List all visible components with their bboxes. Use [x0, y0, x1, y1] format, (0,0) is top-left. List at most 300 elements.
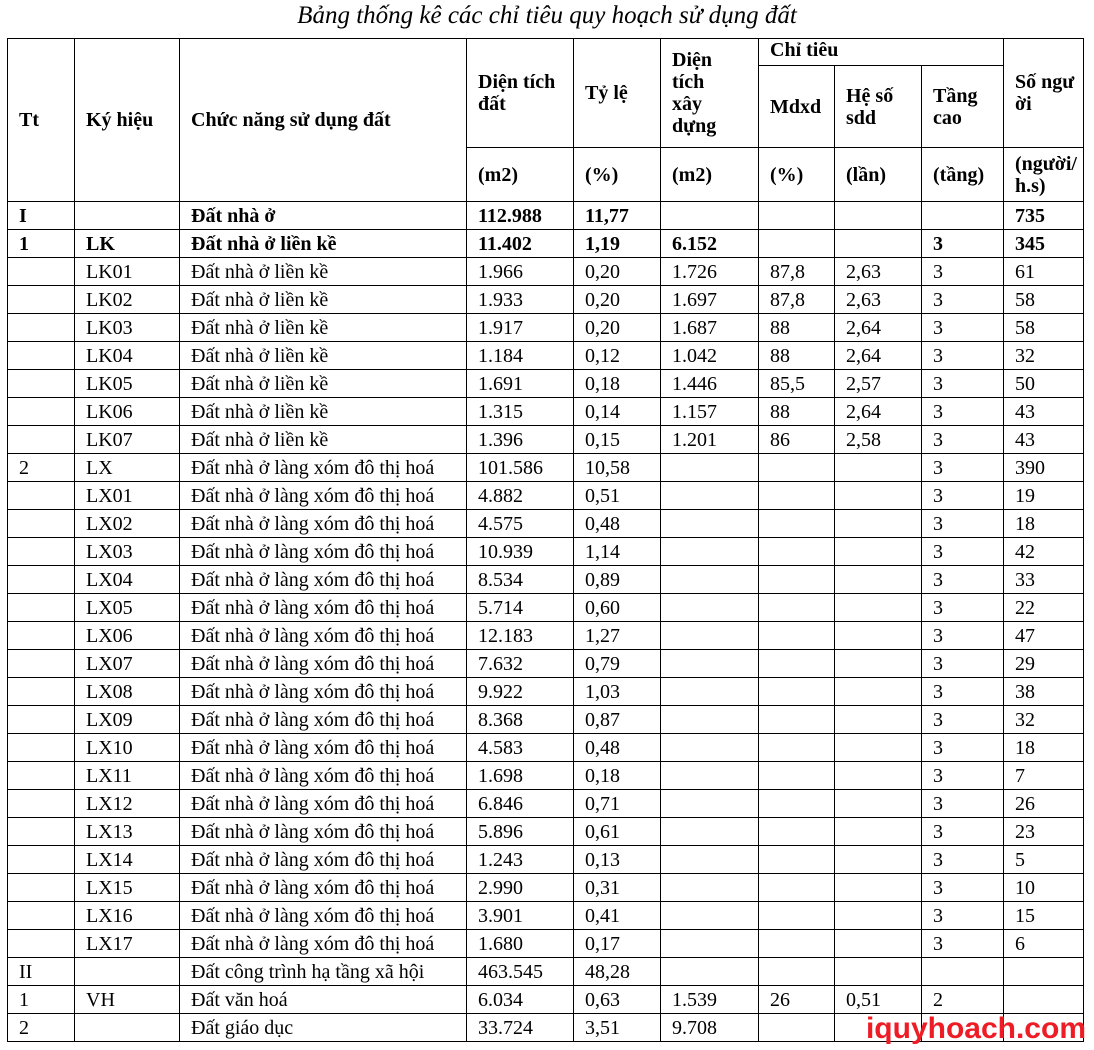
- cell-chuc-nang: Đất nhà ở làng xóm đô thị hoá: [180, 566, 467, 594]
- cell-dien-tich-dat: 8.368: [467, 706, 574, 734]
- cell-ty-le: 0,14: [574, 398, 661, 426]
- cell-dien-tich-xay-dung: [661, 678, 759, 706]
- cell-chuc-nang: Đất nhà ở làng xóm đô thị hoá: [180, 930, 467, 958]
- cell-tt: [8, 622, 75, 650]
- cell-dien-tich-dat: 33.724: [467, 1014, 574, 1042]
- cell-dien-tich-xay-dung: 1.687: [661, 314, 759, 342]
- cell-ty-le: 0,20: [574, 286, 661, 314]
- cell-dien-tich-dat: 1.243: [467, 846, 574, 874]
- cell-dien-tich-xay-dung: [661, 650, 759, 678]
- cell-tang-cao: 3: [922, 566, 1004, 594]
- table-row: [8, 342, 1084, 370]
- cell-tt: [8, 706, 75, 734]
- header-tt: Tt: [8, 39, 75, 202]
- cell-dien-tich-dat: 6.034: [467, 986, 574, 1014]
- cell-mdxd: [759, 846, 835, 874]
- cell-dien-tich-dat: 12.183: [467, 622, 574, 650]
- cell-ty-le: 1,19: [574, 230, 661, 258]
- table-row: [8, 538, 1084, 566]
- cell-dien-tich-dat: 1.691: [467, 370, 574, 398]
- cell-he-so-sdd: [835, 594, 922, 622]
- cell-tt: [8, 874, 75, 902]
- cell-dien-tich-xay-dung: [661, 930, 759, 958]
- cell-dien-tich-dat: 1.396: [467, 426, 574, 454]
- table-row: [8, 398, 1084, 426]
- cell-so-nguoi: 7: [1004, 762, 1084, 790]
- cell-tang-cao: 3: [922, 902, 1004, 930]
- cell-dien-tich-dat: 5.896: [467, 818, 574, 846]
- cell-he-so-sdd: [835, 230, 922, 258]
- cell-he-so-sdd: [835, 790, 922, 818]
- cell-dien-tich-dat: 5.714: [467, 594, 574, 622]
- cell-he-so-sdd: [835, 874, 922, 902]
- cell-dien-tich-xay-dung: [661, 566, 759, 594]
- cell-dien-tich-dat: 3.901: [467, 902, 574, 930]
- header-he-so-sdd: Hệ số sdd: [835, 66, 922, 148]
- cell-mdxd: [759, 678, 835, 706]
- cell-dien-tich-xay-dung: [661, 202, 759, 230]
- cell-ty-le: 0,15: [574, 426, 661, 454]
- cell-so-nguoi: 19: [1004, 482, 1084, 510]
- cell-tt: [8, 538, 75, 566]
- cell-he-so-sdd: [835, 846, 922, 874]
- header-ty-le: Tỷ lệ: [574, 39, 661, 148]
- cell-so-nguoi: 345: [1004, 230, 1084, 258]
- cell-ky-hieu: LK: [75, 230, 180, 258]
- cell-mdxd: 87,8: [759, 258, 835, 286]
- cell-dien-tich-dat: 1.698: [467, 762, 574, 790]
- cell-tang-cao: 3: [922, 314, 1004, 342]
- table-row: [8, 202, 1084, 230]
- cell-ty-le: 0,18: [574, 762, 661, 790]
- cell-ky-hieu: LX05: [75, 594, 180, 622]
- cell-ty-le: 0,79: [574, 650, 661, 678]
- cell-tt: II: [8, 958, 75, 986]
- cell-so-nguoi: 390: [1004, 454, 1084, 482]
- cell-mdxd: [759, 790, 835, 818]
- cell-so-nguoi: 58: [1004, 314, 1084, 342]
- cell-he-so-sdd: [835, 902, 922, 930]
- cell-so-nguoi: 32: [1004, 706, 1084, 734]
- cell-tt: [8, 930, 75, 958]
- cell-chuc-nang: Đất nhà ở liền kề: [180, 398, 467, 426]
- cell-mdxd: [759, 202, 835, 230]
- cell-tt: [8, 846, 75, 874]
- cell-dien-tich-xay-dung: [661, 818, 759, 846]
- cell-ky-hieu: LX09: [75, 706, 180, 734]
- cell-tang-cao: 3: [922, 706, 1004, 734]
- cell-so-nguoi: 43: [1004, 426, 1084, 454]
- cell-ky-hieu: LX15: [75, 874, 180, 902]
- cell-tang-cao: 3: [922, 398, 1004, 426]
- table-row: [8, 678, 1084, 706]
- cell-tt: [8, 566, 75, 594]
- cell-ty-le: 0,87: [574, 706, 661, 734]
- cell-dien-tich-xay-dung: 1.539: [661, 986, 759, 1014]
- cell-chuc-nang: Đất nhà ở làng xóm đô thị hoá: [180, 818, 467, 846]
- cell-tang-cao: 3: [922, 846, 1004, 874]
- cell-ky-hieu: LK06: [75, 398, 180, 426]
- cell-ky-hieu: LX13: [75, 818, 180, 846]
- cell-mdxd: [759, 594, 835, 622]
- table-title: Bảng thống kê các chỉ tiêu quy hoạch sử dụng đất: [297, 2, 797, 29]
- table-row: [8, 510, 1084, 538]
- cell-ty-le: 1,27: [574, 622, 661, 650]
- cell-ty-le: 10,58: [574, 454, 661, 482]
- cell-ky-hieu: LK03: [75, 314, 180, 342]
- cell-tt: [8, 650, 75, 678]
- cell-dien-tich-dat: 101.586: [467, 454, 574, 482]
- cell-tt: [8, 678, 75, 706]
- cell-ky-hieu: LX04: [75, 566, 180, 594]
- unit-dien-tich-xay-dung: (m2): [661, 148, 759, 202]
- cell-tang-cao: 3: [922, 874, 1004, 902]
- cell-chuc-nang: Đất nhà ở làng xóm đô thị hoá: [180, 510, 467, 538]
- cell-he-so-sdd: 2,58: [835, 426, 922, 454]
- cell-ty-le: 0,17: [574, 930, 661, 958]
- cell-so-nguoi: 58: [1004, 286, 1084, 314]
- table-row: [8, 594, 1084, 622]
- cell-chuc-nang: Đất nhà ở liền kề: [180, 230, 467, 258]
- cell-mdxd: [759, 650, 835, 678]
- cell-tang-cao: 3: [922, 622, 1004, 650]
- table-row: [8, 370, 1084, 398]
- cell-ky-hieu: LK01: [75, 258, 180, 286]
- cell-he-so-sdd: 0,51: [835, 986, 922, 1014]
- cell-ty-le: 0,48: [574, 510, 661, 538]
- cell-so-nguoi: 26: [1004, 790, 1084, 818]
- cell-he-so-sdd: [835, 678, 922, 706]
- cell-dien-tich-xay-dung: 1.201: [661, 426, 759, 454]
- cell-dien-tich-xay-dung: 1.446: [661, 370, 759, 398]
- cell-mdxd: [759, 762, 835, 790]
- cell-tang-cao: 3: [922, 258, 1004, 286]
- table-row: [8, 762, 1084, 790]
- unit-so-nguoi: (người/h.s): [1004, 148, 1084, 202]
- cell-ty-le: 48,28: [574, 958, 661, 986]
- cell-tt: 1: [8, 230, 75, 258]
- cell-dien-tich-xay-dung: 9.708: [661, 1014, 759, 1042]
- cell-he-so-sdd: [835, 538, 922, 566]
- cell-dien-tich-dat: 11.402: [467, 230, 574, 258]
- cell-he-so-sdd: [835, 734, 922, 762]
- cell-tt: [8, 370, 75, 398]
- cell-tt: 2: [8, 1014, 75, 1042]
- cell-dien-tich-xay-dung: [661, 958, 759, 986]
- cell-tang-cao: 3: [922, 930, 1004, 958]
- cell-dien-tich-xay-dung: [661, 790, 759, 818]
- cell-so-nguoi: 22: [1004, 594, 1084, 622]
- header-chuc-nang: Chức năng sử dụng đất: [180, 39, 467, 202]
- cell-so-nguoi: 23: [1004, 818, 1084, 846]
- cell-chuc-nang: Đất văn hoá: [180, 986, 467, 1014]
- cell-ty-le: 0,51: [574, 482, 661, 510]
- table-row: [8, 230, 1084, 258]
- cell-so-nguoi: [1004, 986, 1084, 1014]
- cell-dien-tich-xay-dung: [661, 762, 759, 790]
- cell-chuc-nang: Đất công trình hạ tầng xã hội: [180, 958, 467, 986]
- cell-ty-le: 0,41: [574, 902, 661, 930]
- cell-ty-le: 0,31: [574, 874, 661, 902]
- cell-so-nguoi: 6: [1004, 930, 1084, 958]
- cell-dien-tich-xay-dung: 6.152: [661, 230, 759, 258]
- cell-mdxd: [759, 538, 835, 566]
- unit-tang-cao: (tầng): [922, 148, 1004, 202]
- cell-chuc-nang: Đất nhà ở làng xóm đô thị hoá: [180, 734, 467, 762]
- table-row: [8, 566, 1084, 594]
- cell-tt: I: [8, 202, 75, 230]
- cell-dien-tich-dat: 4.882: [467, 482, 574, 510]
- cell-tang-cao: 3: [922, 286, 1004, 314]
- table-row: [8, 454, 1084, 482]
- cell-dien-tich-xay-dung: [661, 594, 759, 622]
- table-row: [8, 706, 1084, 734]
- cell-chuc-nang: Đất nhà ở làng xóm đô thị hoá: [180, 762, 467, 790]
- cell-he-so-sdd: 2,63: [835, 258, 922, 286]
- cell-ky-hieu: LX: [75, 454, 180, 482]
- cell-tang-cao: 3: [922, 454, 1004, 482]
- table-row: [8, 734, 1084, 762]
- header-chi-tieu: Chỉ tiêu: [759, 39, 1004, 66]
- watermark-logo: iquyhoach.com: [865, 1012, 1086, 1045]
- cell-ky-hieu: LX07: [75, 650, 180, 678]
- cell-tt: [8, 762, 75, 790]
- cell-chuc-nang: Đất nhà ở làng xóm đô thị hoá: [180, 846, 467, 874]
- cell-dien-tich-xay-dung: [661, 902, 759, 930]
- cell-chuc-nang: Đất nhà ở liền kề: [180, 258, 467, 286]
- cell-chuc-nang: Đất nhà ở làng xóm đô thị hoá: [180, 594, 467, 622]
- cell-mdxd: 85,5: [759, 370, 835, 398]
- cell-tang-cao: 3: [922, 594, 1004, 622]
- cell-mdxd: [759, 902, 835, 930]
- cell-dien-tich-dat: 112.988: [467, 202, 574, 230]
- cell-tang-cao: [922, 958, 1004, 986]
- cell-chuc-nang: Đất nhà ở làng xóm đô thị hoá: [180, 874, 467, 902]
- cell-mdxd: [759, 706, 835, 734]
- cell-he-so-sdd: [835, 202, 922, 230]
- cell-so-nguoi: [1004, 958, 1084, 986]
- table-row: [8, 622, 1084, 650]
- cell-he-so-sdd: 2,64: [835, 398, 922, 426]
- cell-chuc-nang: Đất nhà ở liền kề: [180, 286, 467, 314]
- cell-chuc-nang: Đất nhà ở làng xóm đô thị hoá: [180, 902, 467, 930]
- cell-tang-cao: 3: [922, 510, 1004, 538]
- cell-dien-tich-dat: 1.966: [467, 258, 574, 286]
- cell-so-nguoi: 38: [1004, 678, 1084, 706]
- cell-ty-le: 0,63: [574, 986, 661, 1014]
- cell-mdxd: [759, 958, 835, 986]
- cell-mdxd: 88: [759, 342, 835, 370]
- cell-chuc-nang: Đất nhà ở làng xóm đô thị hoá: [180, 650, 467, 678]
- cell-tt: [8, 398, 75, 426]
- cell-dien-tich-xay-dung: 1.726: [661, 258, 759, 286]
- cell-tang-cao: 3: [922, 538, 1004, 566]
- cell-he-so-sdd: 2,64: [835, 314, 922, 342]
- cell-dien-tich-dat: 463.545: [467, 958, 574, 986]
- cell-mdxd: [759, 482, 835, 510]
- cell-dien-tich-dat: 6.846: [467, 790, 574, 818]
- table-row: [8, 258, 1084, 286]
- cell-so-nguoi: 735: [1004, 202, 1084, 230]
- cell-chuc-nang: Đất nhà ở làng xóm đô thị hoá: [180, 538, 467, 566]
- unit-dien-tich-dat: (m2): [467, 148, 574, 202]
- cell-he-so-sdd: [835, 762, 922, 790]
- cell-tang-cao: 3: [922, 426, 1004, 454]
- cell-dien-tich-dat: 1.680: [467, 930, 574, 958]
- cell-mdxd: 88: [759, 398, 835, 426]
- cell-chuc-nang: Đất nhà ở làng xóm đô thị hoá: [180, 622, 467, 650]
- cell-chuc-nang: Đất nhà ở làng xóm đô thị hoá: [180, 790, 467, 818]
- cell-ky-hieu: LX10: [75, 734, 180, 762]
- cell-tt: [8, 314, 75, 342]
- header-tang-cao: Tầng cao: [922, 66, 1004, 148]
- cell-dien-tich-xay-dung: [661, 538, 759, 566]
- land-use-table: [7, 38, 1084, 1042]
- table-row: [8, 790, 1084, 818]
- cell-ty-le: 0,61: [574, 818, 661, 846]
- cell-ky-hieu: LX02: [75, 510, 180, 538]
- unit-ty-le: (%): [574, 148, 661, 202]
- cell-dien-tich-dat: 2.990: [467, 874, 574, 902]
- cell-chuc-nang: Đất nhà ở liền kề: [180, 342, 467, 370]
- cell-tt: [8, 426, 75, 454]
- cell-so-nguoi: 18: [1004, 510, 1084, 538]
- cell-he-so-sdd: [835, 650, 922, 678]
- cell-tt: [8, 342, 75, 370]
- cell-mdxd: [759, 230, 835, 258]
- cell-ky-hieu: LX03: [75, 538, 180, 566]
- cell-so-nguoi: 47: [1004, 622, 1084, 650]
- cell-tt: [8, 594, 75, 622]
- cell-he-so-sdd: [835, 958, 922, 986]
- cell-dien-tich-xay-dung: [661, 482, 759, 510]
- table-row: [8, 314, 1084, 342]
- cell-tt: [8, 258, 75, 286]
- cell-so-nguoi: 32: [1004, 342, 1084, 370]
- cell-mdxd: [759, 1014, 835, 1042]
- cell-mdxd: [759, 622, 835, 650]
- cell-dien-tich-dat: 1.315: [467, 398, 574, 426]
- cell-tang-cao: 3: [922, 482, 1004, 510]
- cell-ty-le: 0,20: [574, 314, 661, 342]
- cell-dien-tich-xay-dung: 1.697: [661, 286, 759, 314]
- table-row: [8, 650, 1084, 678]
- cell-dien-tich-dat: 7.632: [467, 650, 574, 678]
- cell-dien-tich-xay-dung: 1.042: [661, 342, 759, 370]
- cell-dien-tich-dat: 9.922: [467, 678, 574, 706]
- cell-mdxd: [759, 818, 835, 846]
- cell-he-so-sdd: 2,63: [835, 286, 922, 314]
- cell-ky-hieu: LK04: [75, 342, 180, 370]
- table-row: [8, 874, 1084, 902]
- cell-tt: [8, 734, 75, 762]
- cell-ty-le: 1,03: [574, 678, 661, 706]
- cell-ky-hieu: VH: [75, 986, 180, 1014]
- cell-dien-tich-dat: 8.534: [467, 566, 574, 594]
- cell-so-nguoi: 61: [1004, 258, 1084, 286]
- cell-dien-tich-xay-dung: [661, 846, 759, 874]
- cell-tang-cao: 3: [922, 230, 1004, 258]
- cell-he-so-sdd: 2,64: [835, 342, 922, 370]
- cell-mdxd: 26: [759, 986, 835, 1014]
- cell-chuc-nang: Đất nhà ở làng xóm đô thị hoá: [180, 706, 467, 734]
- cell-he-so-sdd: 2,57: [835, 370, 922, 398]
- cell-ky-hieu: LX01: [75, 482, 180, 510]
- cell-ky-hieu: LX12: [75, 790, 180, 818]
- cell-mdxd: [759, 510, 835, 538]
- cell-so-nguoi: 42: [1004, 538, 1084, 566]
- cell-dien-tich-xay-dung: [661, 734, 759, 762]
- cell-he-so-sdd: [835, 818, 922, 846]
- table-row: [8, 426, 1084, 454]
- cell-mdxd: [759, 874, 835, 902]
- cell-ky-hieu: [75, 1014, 180, 1042]
- cell-mdxd: 87,8: [759, 286, 835, 314]
- cell-so-nguoi: 50: [1004, 370, 1084, 398]
- cell-tt: [8, 482, 75, 510]
- cell-tang-cao: 3: [922, 734, 1004, 762]
- cell-mdxd: [759, 454, 835, 482]
- cell-ty-le: 0,12: [574, 342, 661, 370]
- cell-so-nguoi: 15: [1004, 902, 1084, 930]
- cell-mdxd: [759, 566, 835, 594]
- cell-tang-cao: 3: [922, 370, 1004, 398]
- cell-chuc-nang: Đất nhà ở liền kề: [180, 314, 467, 342]
- table-row: [8, 818, 1084, 846]
- unit-mdxd: (%): [759, 148, 835, 202]
- cell-dien-tich-dat: 10.939: [467, 538, 574, 566]
- cell-mdxd: 86: [759, 426, 835, 454]
- cell-chuc-nang: Đất nhà ở làng xóm đô thị hoá: [180, 678, 467, 706]
- cell-he-so-sdd: [835, 622, 922, 650]
- cell-ty-le: 0,89: [574, 566, 661, 594]
- cell-so-nguoi: 33: [1004, 566, 1084, 594]
- cell-chuc-nang: Đất nhà ở liền kề: [180, 426, 467, 454]
- cell-he-so-sdd: [835, 930, 922, 958]
- cell-mdxd: 88: [759, 314, 835, 342]
- cell-so-nguoi: 5: [1004, 846, 1084, 874]
- unit-he-so: (lần): [835, 148, 922, 202]
- cell-ty-le: 1,14: [574, 538, 661, 566]
- cell-ky-hieu: LX11: [75, 762, 180, 790]
- cell-tang-cao: 3: [922, 678, 1004, 706]
- cell-tt: [8, 902, 75, 930]
- cell-dien-tich-xay-dung: [661, 622, 759, 650]
- cell-chuc-nang: Đất nhà ở: [180, 202, 467, 230]
- cell-chuc-nang: Đất giáo dục: [180, 1014, 467, 1042]
- cell-dien-tich-xay-dung: [661, 454, 759, 482]
- cell-tt: [8, 510, 75, 538]
- cell-dien-tich-dat: 1.933: [467, 286, 574, 314]
- cell-tang-cao: [922, 202, 1004, 230]
- cell-tt: [8, 286, 75, 314]
- table-row: [8, 902, 1084, 930]
- cell-tang-cao: 3: [922, 342, 1004, 370]
- table-row: [8, 986, 1084, 1014]
- cell-he-so-sdd: [835, 510, 922, 538]
- cell-dien-tich-dat: 4.583: [467, 734, 574, 762]
- cell-ky-hieu: LX08: [75, 678, 180, 706]
- cell-so-nguoi: 29: [1004, 650, 1084, 678]
- cell-dien-tich-dat: 1.917: [467, 314, 574, 342]
- cell-ky-hieu: LK07: [75, 426, 180, 454]
- table-row: [8, 286, 1084, 314]
- cell-dien-tich-dat: 4.575: [467, 510, 574, 538]
- header-dien-tich-xay-dung: Diện tích xây dựng: [661, 39, 759, 148]
- header-mdxd: Mdxd: [759, 66, 835, 148]
- cell-he-so-sdd: [835, 706, 922, 734]
- cell-ky-hieu: LX14: [75, 846, 180, 874]
